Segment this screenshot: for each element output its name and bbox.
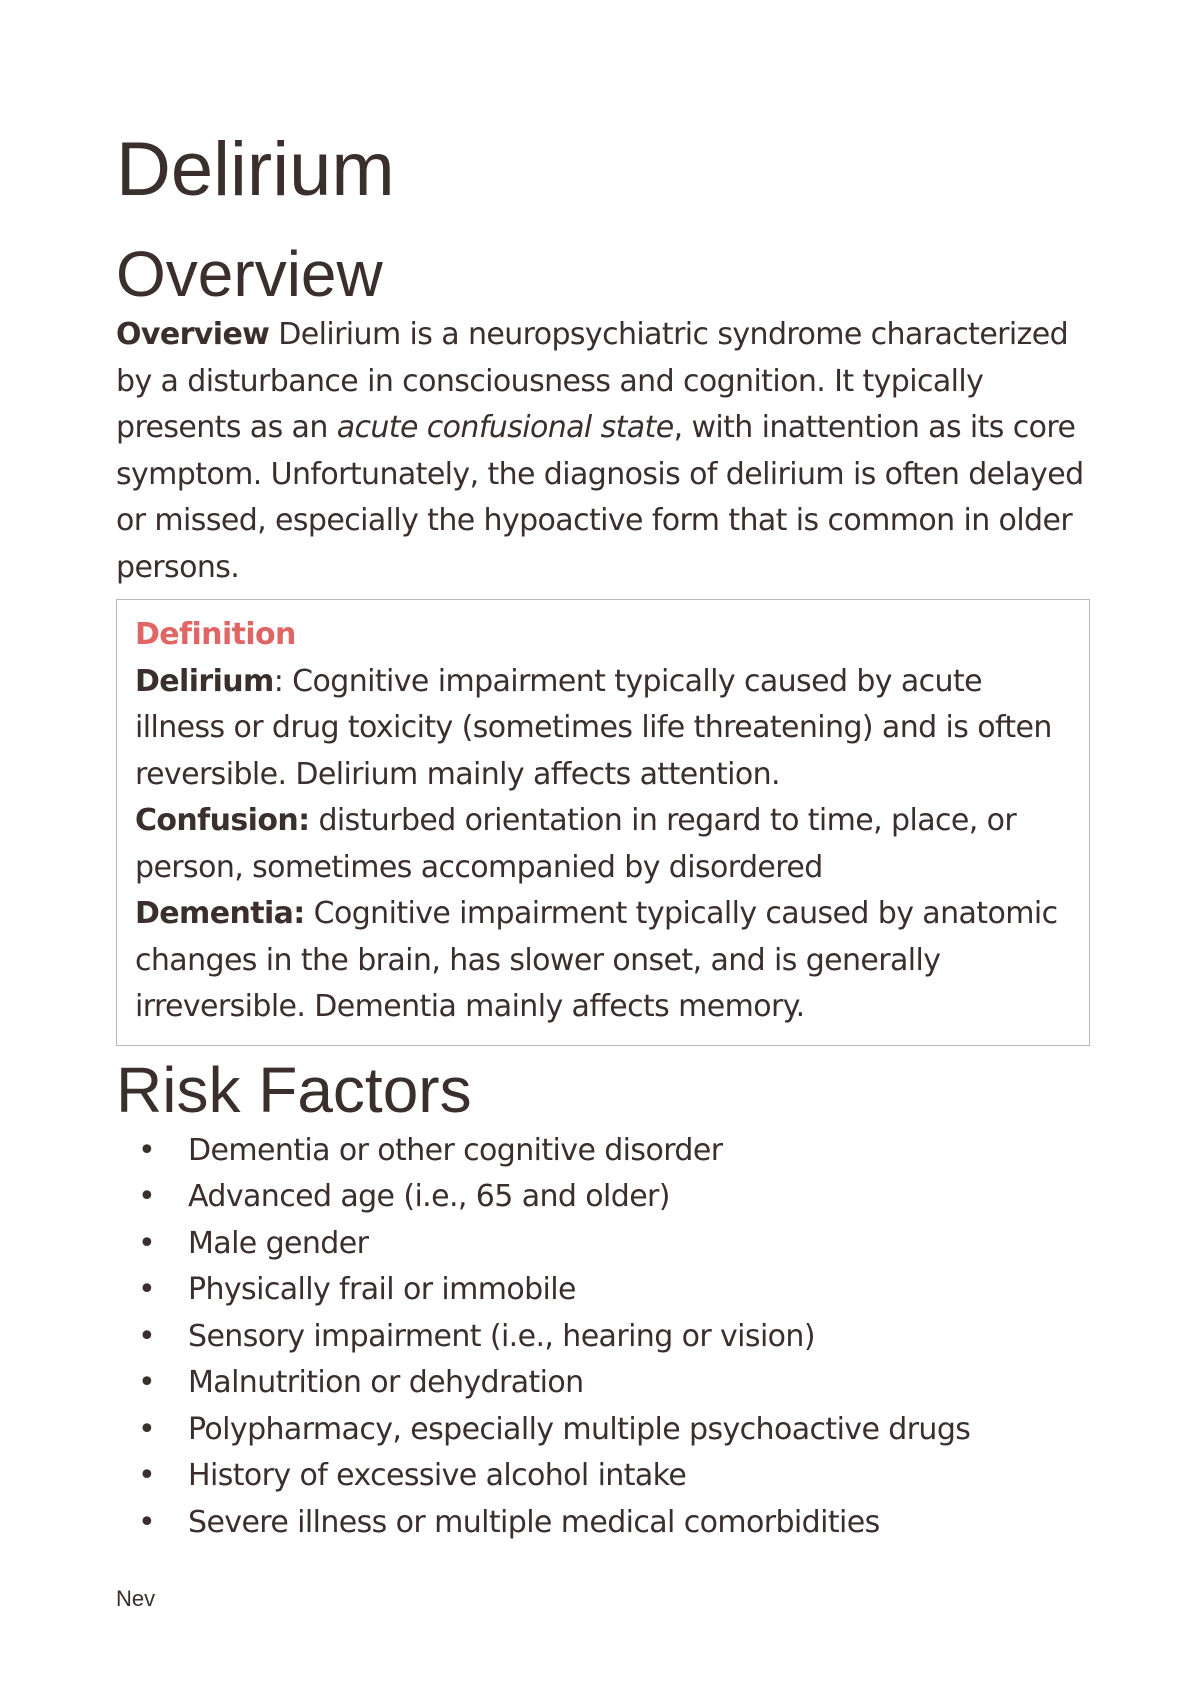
- bullet-icon: •: [138, 1318, 156, 1354]
- bullet-icon: •: [138, 1365, 156, 1400]
- definition-text: disturbed orientation in regard to time, place, or person, sometimes accompanied by disordered: [135, 803, 1017, 885]
- bullet-icon: •: [138, 1458, 156, 1493]
- list-item: [116, 1360, 1090, 1407]
- definition-term: Dementia:: [135, 896, 305, 931]
- overview-text-2: , with inattention as its core symptom. Unfortunately, the diagnosis of delirium is often delayed or missed, especially the hypoactive form that is common in older persons.: [116, 410, 1084, 585]
- risk-factors-list: [116, 1128, 1090, 1547]
- definition-text: Cognitive impairment typically caused by acute illness or drug toxicity (sometimes life threatening) and is often reversible. Delirium mainly affects attention.: [135, 663, 1052, 792]
- definition-term: Delirium: [135, 663, 274, 699]
- list-item: [116, 1221, 1090, 1268]
- risk-factor-text: Dementia or other cognitive disorder: [188, 1132, 723, 1168]
- list-item: [116, 1453, 1090, 1500]
- page-footer: Nev: [116, 1586, 156, 1611]
- bullet-icon: •: [138, 1504, 156, 1540]
- overview-heading: Overview: [116, 238, 383, 310]
- risk-factor-text: Malnutrition or dehydration: [188, 1365, 584, 1400]
- risk-factors-heading: Risk Factors: [116, 1053, 472, 1126]
- risk-factor-text: Male gender: [188, 1225, 369, 1261]
- definition-label: Definition: [135, 617, 296, 652]
- definition-separator: [305, 896, 314, 931]
- risk-factor-text: Advanced age (i.e., 65 and older): [188, 1179, 670, 1214]
- bullet-icon: •: [138, 1272, 156, 1307]
- list-item: [116, 1128, 1090, 1175]
- bullet-icon: •: [138, 1411, 156, 1447]
- risk-factor-text: Physically frail or immobile: [188, 1272, 576, 1307]
- list-item: [116, 1314, 1090, 1361]
- list-item: [116, 1174, 1090, 1221]
- definition-term: Confusion:: [135, 803, 310, 838]
- definition-text: Cognitive impairment typically caused by anatomic changes in the brain, has slower onset, and is generally irreversible. Dementia mainly affects memory.: [135, 896, 1058, 1024]
- definition-item-delirium: [135, 659, 1071, 799]
- document-title: Delirium: [116, 127, 395, 212]
- risk-factor-text: History of excessive alcohol intake: [188, 1458, 687, 1493]
- definition-item-confusion: [135, 798, 1071, 891]
- definition-separator: :: [273, 663, 293, 699]
- list-item: [116, 1407, 1090, 1454]
- list-item: [116, 1267, 1090, 1314]
- risk-factor-text: Polypharmacy, especially multiple psychoactive drugs: [188, 1411, 971, 1447]
- overview-italic-term: acute confusional state: [336, 410, 674, 445]
- document-page: [116, 108, 1090, 1546]
- definition-box: [116, 599, 1090, 1046]
- list-item: [116, 1500, 1090, 1547]
- overview-text-1: Delirium is a neuropsychiatric syndrome characterized by a disturbance in consciousness and cognition. It typically presents as an: [116, 317, 1069, 445]
- bullet-icon: •: [138, 1179, 156, 1214]
- bullet-icon: •: [138, 1225, 156, 1261]
- overview-lead: Overview: [116, 317, 270, 352]
- overview-paragraph: [116, 312, 1090, 591]
- bullet-icon: •: [138, 1132, 156, 1168]
- risk-factor-text: Sensory impairment (i.e., hearing or vision): [188, 1318, 815, 1354]
- risk-factor-text: Severe illness or multiple medical comorbidities: [188, 1504, 880, 1540]
- definition-item-dementia: [135, 891, 1071, 1031]
